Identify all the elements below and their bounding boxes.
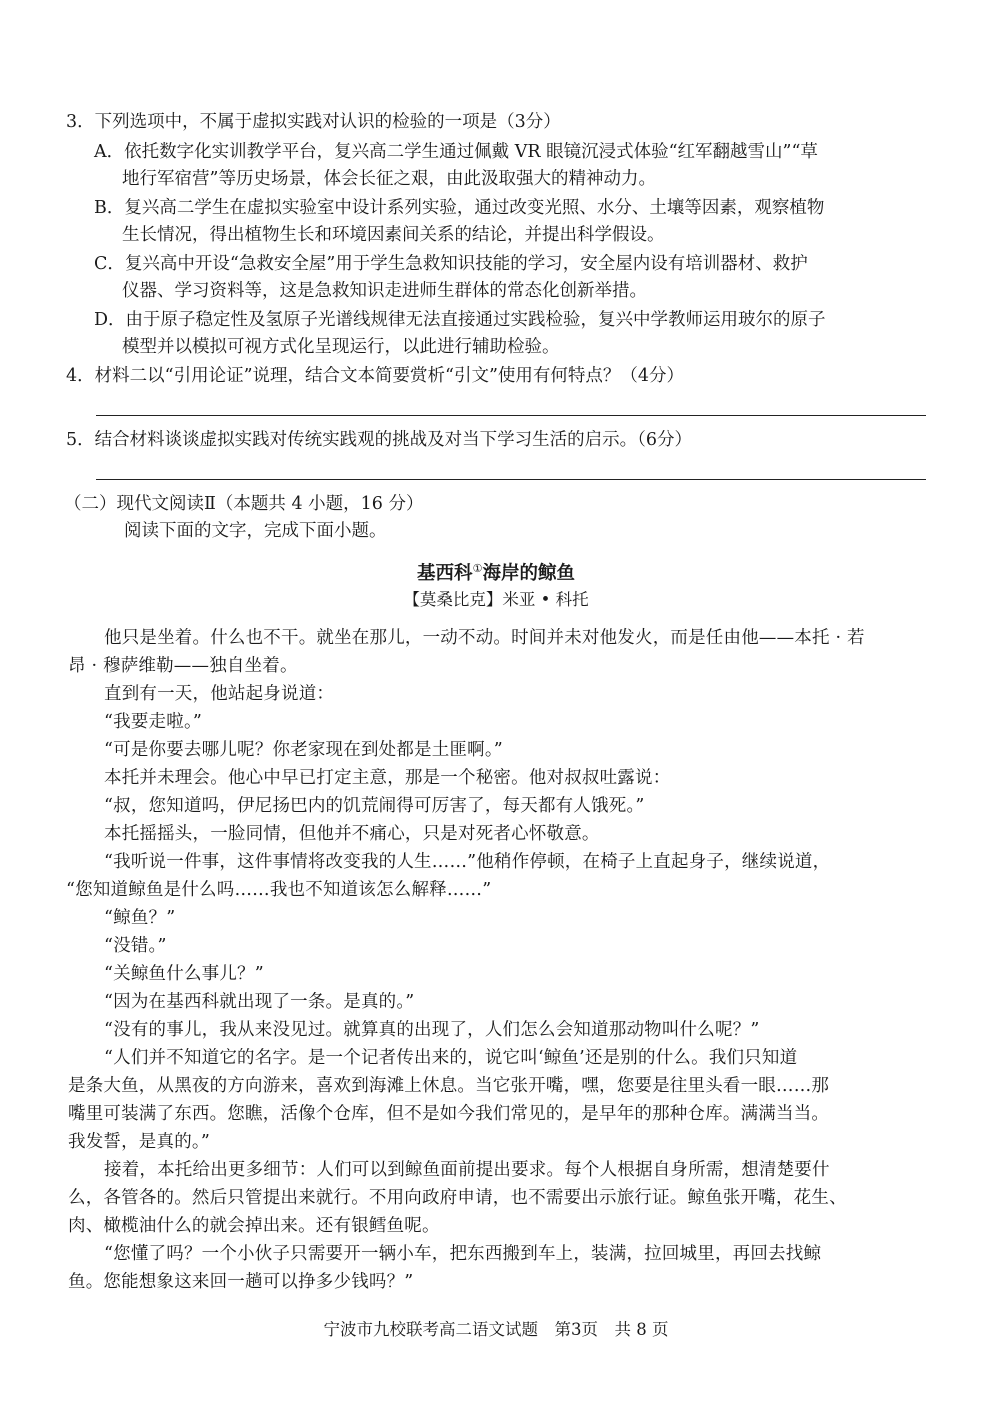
section-header: （二）现代文阅读Ⅱ（本题共 4 小题，16 分）: [64, 494, 424, 514]
story-line: “因为在基西科就出现了一条。是真的。”: [104, 992, 415, 1012]
question-3-option-c-line1: C．复兴高中开设“急救安全屋”用于学生急救知识技能的学习，安全屋内设有培训器材、救护: [94, 254, 808, 274]
story-line: 本托摇摇头，一脸同情，但他并不痛心，只是对死者心怀敬意。: [104, 824, 600, 844]
story-line: 嘴里可装满了东西。您瞧，活像个仓库，但不是如今我们常见的，是早年的那种仓库。满满当当。: [68, 1104, 830, 1124]
story-line: “关鲸鱼什么事儿？”: [104, 964, 264, 984]
story-line: “我要走啦。”: [104, 712, 203, 732]
page-footer: 宁波市九校联考高二语文试题 第3页 共 8 页: [323, 1320, 669, 1339]
story-line: “我听说一件事，这件事情将改变我的人生……”他稍作停顿，在椅子上直起身子，继续说道，: [104, 852, 831, 872]
story-title-part1: 基西科: [417, 563, 473, 585]
story-line: 是条大鱼，从黑夜的方向游来，喜欢到海滩上休息。当它张开嘴，嘿，您要是往里头看一眼……那: [68, 1076, 830, 1096]
story-line: “没错。”: [104, 936, 167, 956]
question-3-option-d-line2: 模型并以模拟可视方式化呈现运行，以此进行辅助检验。: [122, 337, 560, 357]
question-3-option-b-line2: 生长情况，得出植物生长和环境因素间关系的结论，并提出科学假设。: [122, 225, 665, 245]
question-5-stem: 5．结合材料谈谈虚拟实践对传统实践观的挑战及对当下学习生活的启示。（6分）: [66, 430, 693, 450]
story-line: “叔，您知道吗，伊尼扬巴内的饥荒闹得可厉害了，每天都有人饿死。”: [104, 796, 645, 816]
story-line: 鱼。您能想象这来回一趟可以挣多少钱吗？”: [68, 1272, 414, 1292]
story-line: 直到有一天，他站起身说道：: [104, 684, 335, 704]
story-line: “没有的事儿，我从来没见过。就算真的出现了，人们怎么会知道那动物叫什么呢？”: [104, 1020, 760, 1040]
story-line: “鲸鱼？”: [104, 908, 176, 928]
question-3-stem: 3．下列选项中，不属于虚拟实践对认识的检验的一项是（3分）: [66, 112, 561, 132]
story-line: “您懂了吗？一个小伙子只需要开一辆小车，把东西搬到车上，装满，拉回城里，再回去找鲸: [104, 1244, 822, 1264]
story-line: “人们并不知道它的名字。是一个记者传出来的，说它叫‘鲸鱼’还是别的什么。我们只知道: [104, 1048, 798, 1068]
story-line: “可是你要去哪儿呢？你老家现在到处都是土匪啊。”: [104, 740, 503, 760]
story-line: 本托并未理会。他心中早已打定主意，那是一个秘密。他对叔叔吐露说：: [104, 768, 671, 788]
footnote-marker: ①: [472, 562, 483, 575]
story-line: 昂 · 穆萨维勒——独自坐着。: [68, 656, 298, 676]
story-line: “您知道鲸鱼是什么吗……我也不知道该怎么解释……”: [66, 880, 492, 900]
question-3-option-a-line1: A．依托数字化实训教学平台，复兴高二学生通过佩戴 VR 眼镜沉浸式体验“红军翻越雪山”“草: [94, 142, 818, 162]
story-title: [0, 556, 992, 587]
story-author: 【莫桑比克】米亚 • 科托: [403, 590, 589, 609]
answer-line-q5: [96, 479, 926, 480]
story-title-part2: 海岸的鲸鱼: [482, 563, 575, 585]
story-line: 接着，本托给出更多细节：人们可以到鲸鱼面前提出要求。每个人根据自身所需，想清楚要什: [104, 1160, 830, 1180]
question-3-option-a-line2: 地行军宿营”等历史场景，体会长征之艰，由此汲取强大的精神动力。: [122, 169, 656, 189]
question-3-option-c-line2: 仪器、学习资料等，这是急救知识走进师生群体的常态化创新举措。: [122, 281, 647, 301]
question-3-option-d-line1: D．由于原子稳定性及氢原子光谱线规律无法直接通过实践检验，复兴中学教师运用玻尔的原子: [94, 310, 826, 330]
question-4-stem: 4．材料二以“引用论证”说理，结合文本简要赏析“引文”使用有何特点？（4分）: [66, 366, 685, 386]
story-line: 他只是坐着。什么也不干。就坐在那儿，一动不动。时间并未对他发火，而是任由他——本托 · 若: [104, 628, 865, 648]
answer-line-q4: [96, 415, 926, 416]
story-line: 么，各管各的。然后只管提出来就行。不用向政府申请，也不需要出示旅行证。鲸鱼张开嘴，花生、: [68, 1188, 847, 1208]
question-3-option-b-line1: B．复兴高二学生在虚拟实验室中设计系列实验，通过改变光照、水分、土壤等因素，观察植物: [94, 198, 825, 218]
story-line: 肉、橄榄油什么的就会掉出来。还有银鳕鱼呢。: [68, 1216, 440, 1236]
story-line: 我发誓，是真的。”: [68, 1132, 210, 1152]
section-instruction: 阅读下面的文字，完成下面小题。: [124, 521, 387, 541]
